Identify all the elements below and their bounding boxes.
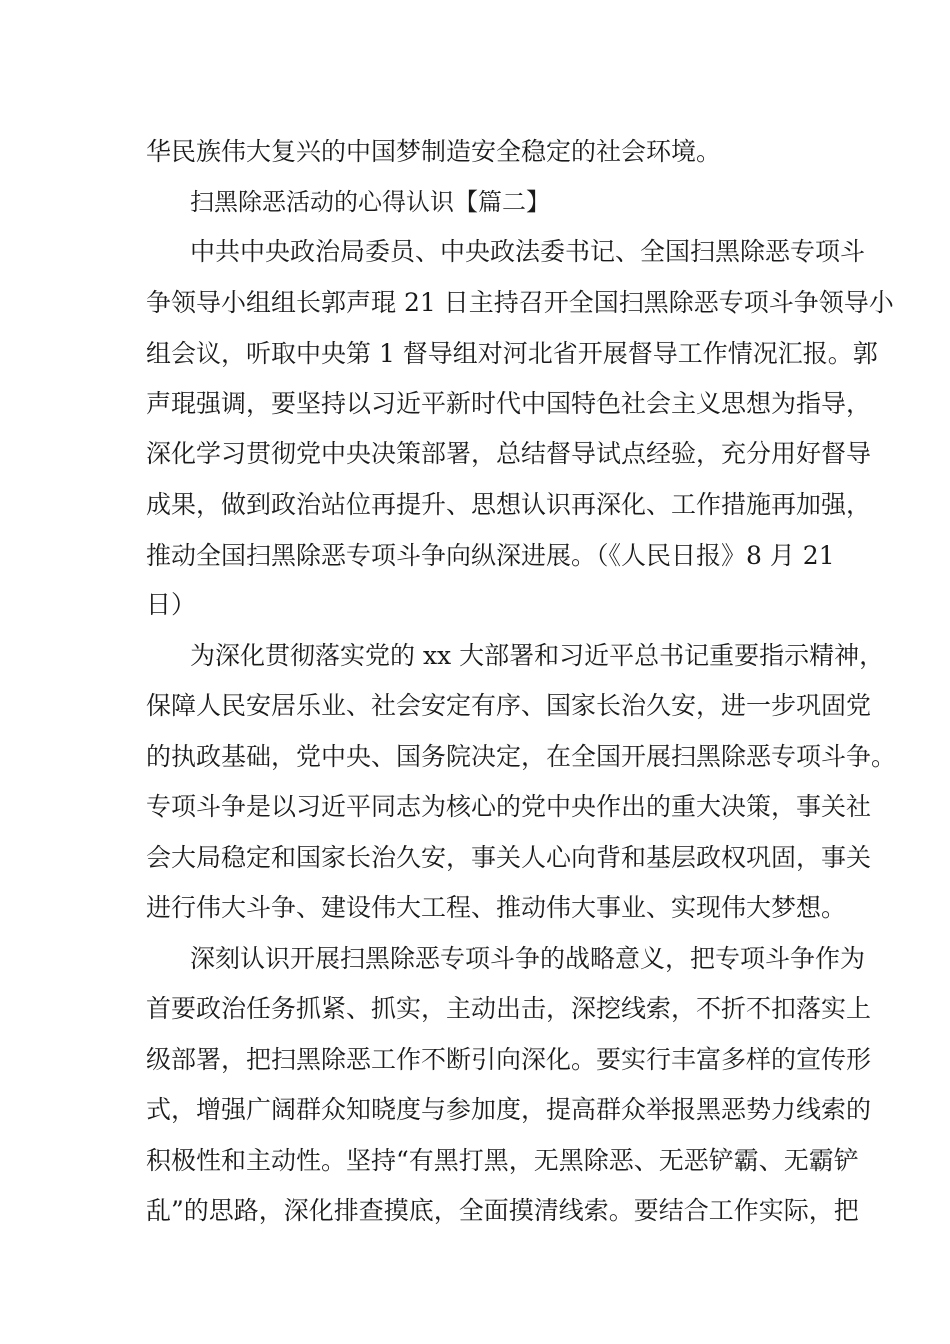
text-line: 中共中央政治局委员、中央政法委书记、全国扫黑除恶专项斗 <box>190 237 866 266</box>
text-line: 华民族伟大复兴的中国梦制造安全稳定的社会环境。 <box>146 137 722 166</box>
text-line: 首要政治任务抓紧、抓实，主动出击，深挖线索，不折不扣落实上 <box>146 994 872 1023</box>
text-line: 日） <box>146 590 197 619</box>
text-line: 组会议，听取中央第 1 督导组对河北省开展督导工作情况汇报。郭 <box>146 339 878 368</box>
text-line: 保障人民安居乐业、社会安定有序、国家长治久安，进一步巩固党 <box>146 691 872 720</box>
text-line: 争领导小组组长郭声琨 21 日主持召开全国扫黑除恶专项斗争领导小 <box>146 288 894 317</box>
section-heading: 扫黑除恶活动的心得认识【篇二】 <box>190 188 550 216</box>
text-line: 的执政基础，党中央、国务院决定，在全国开展扫黑除恶专项斗争。 <box>146 742 897 771</box>
text-line: 专项斗争是以习近平同志为核心的党中央作出的重大决策，事关社 <box>146 792 872 821</box>
text-line: 深化学习贯彻党中央决策部署，总结督导试点经验，充分用好督导 <box>146 439 872 468</box>
text-line: 推动全国扫黑除恶专项斗争向纵深进展。（《人民日报》8 月 21 <box>146 541 835 570</box>
text-line: 进行伟大斗争、建设伟大工程、推动伟大事业、实现伟大梦想。 <box>146 893 847 922</box>
text-line: 式，增强广阔群众知晓度与参加度，提高群众举报黑恶势力线索的 <box>146 1095 872 1124</box>
text-line: 深刻认识开展扫黑除恶专项斗争的战略意义，把专项斗争作为 <box>190 944 866 973</box>
text-line: 乱”的思路，深化排查摸底，全面摸清线索。要结合工作实际，把 <box>146 1196 859 1225</box>
text-line: 积极性和主动性。坚持“有黑打黑，无黑除恶、无恶铲霸、无霸铲 <box>146 1146 859 1175</box>
text-line: 级部署，把扫黑除恶工作不断引向深化。要实行丰富多样的宣传形 <box>146 1045 872 1074</box>
text-line: 为深化贯彻落实党的 xx 大部署和习近平总书记重要指示精神， <box>190 641 885 670</box>
text-line: 声琨强调，要坚持以习近平新时代中国特色社会主义思想为指导， <box>146 389 872 418</box>
text-line: 会大局稳定和国家长治久安，事关人心向背和基层政权巩固，事关 <box>146 843 872 872</box>
text-line: 成果，做到政治站位再提升、思想认识再深化、工作措施再加强， <box>146 490 872 519</box>
